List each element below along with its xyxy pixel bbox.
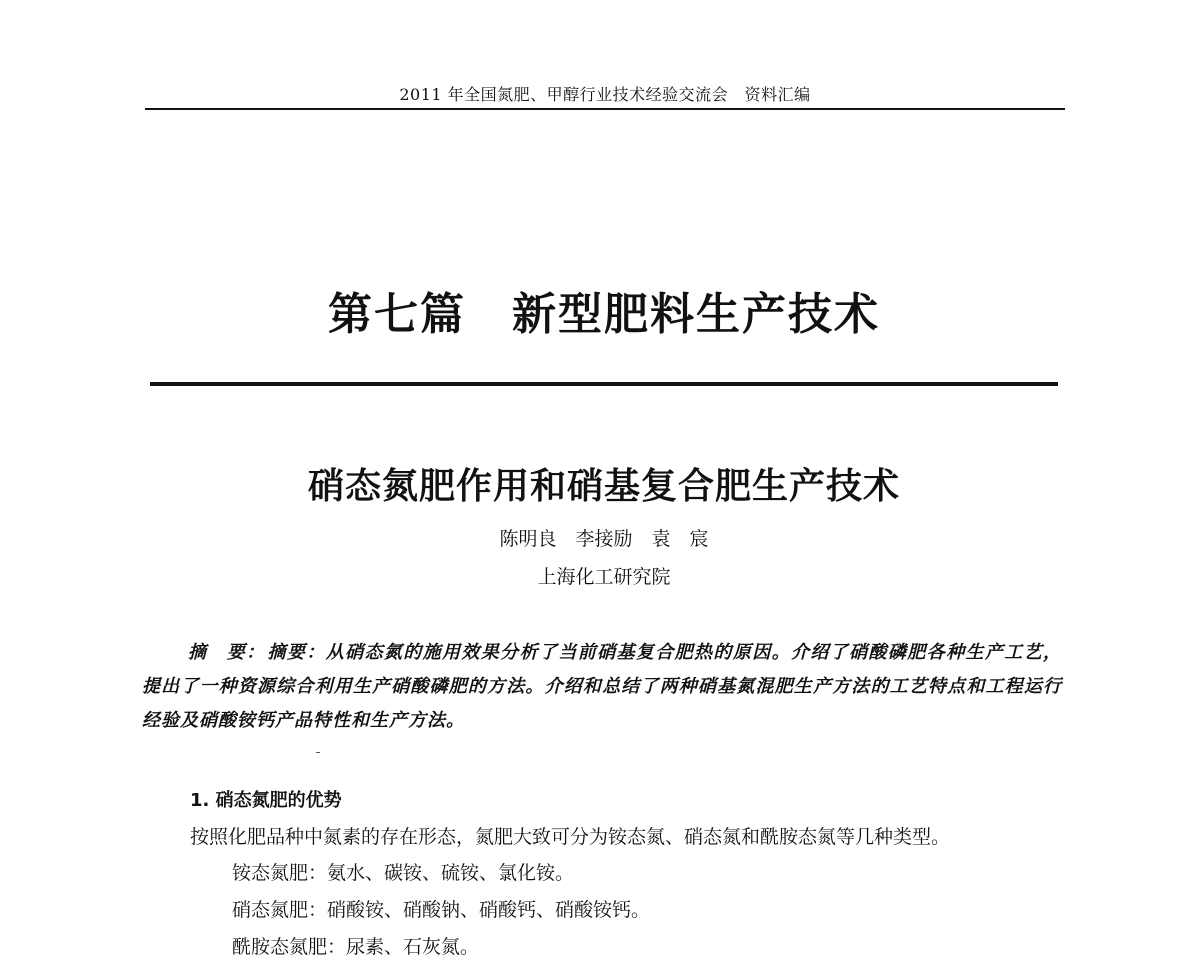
- scan-speck: [316, 752, 320, 753]
- body-list-item-amide: 酰胺态氮肥：尿素、石灰氮。: [232, 936, 480, 958]
- article-affiliation: 上海化工研究院: [537, 566, 671, 588]
- part-title: 第七篇 新型肥料生产技术: [328, 289, 880, 340]
- body-list-item-nitrate: 硝态氮肥：硝酸铵、硝酸钠、硝酸钙、硝酸铵钙。: [232, 899, 651, 921]
- article-authors: 陈明良 李接励 袁 宸: [499, 528, 709, 550]
- part-title-rule: [150, 382, 1058, 386]
- running-header: 2011 年全国氮肥、甲醇行业技术经验交流会 资料汇编: [399, 85, 811, 104]
- section-heading: 1. 硝态氮肥的优势: [190, 790, 342, 811]
- body-paragraph: 按照化肥品种中氮素的存在形态，氮肥大致可分为铵态氮、硝态氮和酰胺态氮等几种类型。: [190, 826, 951, 848]
- abstract: [142, 636, 1062, 738]
- header-rule: [145, 108, 1065, 110]
- body-list-item-ammonium: 铵态氮肥：氨水、碳铵、硫铵、氯化铵。: [232, 862, 575, 884]
- abstract-text: 摘要：从硝态氮的施用效果分析了当前硝基复合肥热的原因。介绍了硝酸磷肥各种生产工艺，提出了一种资源综合利用生产硝酸磷肥的方法。介绍和总结了两种硝基氮混肥生产方法的工艺特点和工程运行经验及硝酸铵钙产品特性和生产方法。: [142, 642, 1062, 731]
- abstract-label: 摘 要：: [188, 642, 266, 663]
- article-title: 硝态氮肥作用和硝基复合肥生产技术: [307, 466, 900, 507]
